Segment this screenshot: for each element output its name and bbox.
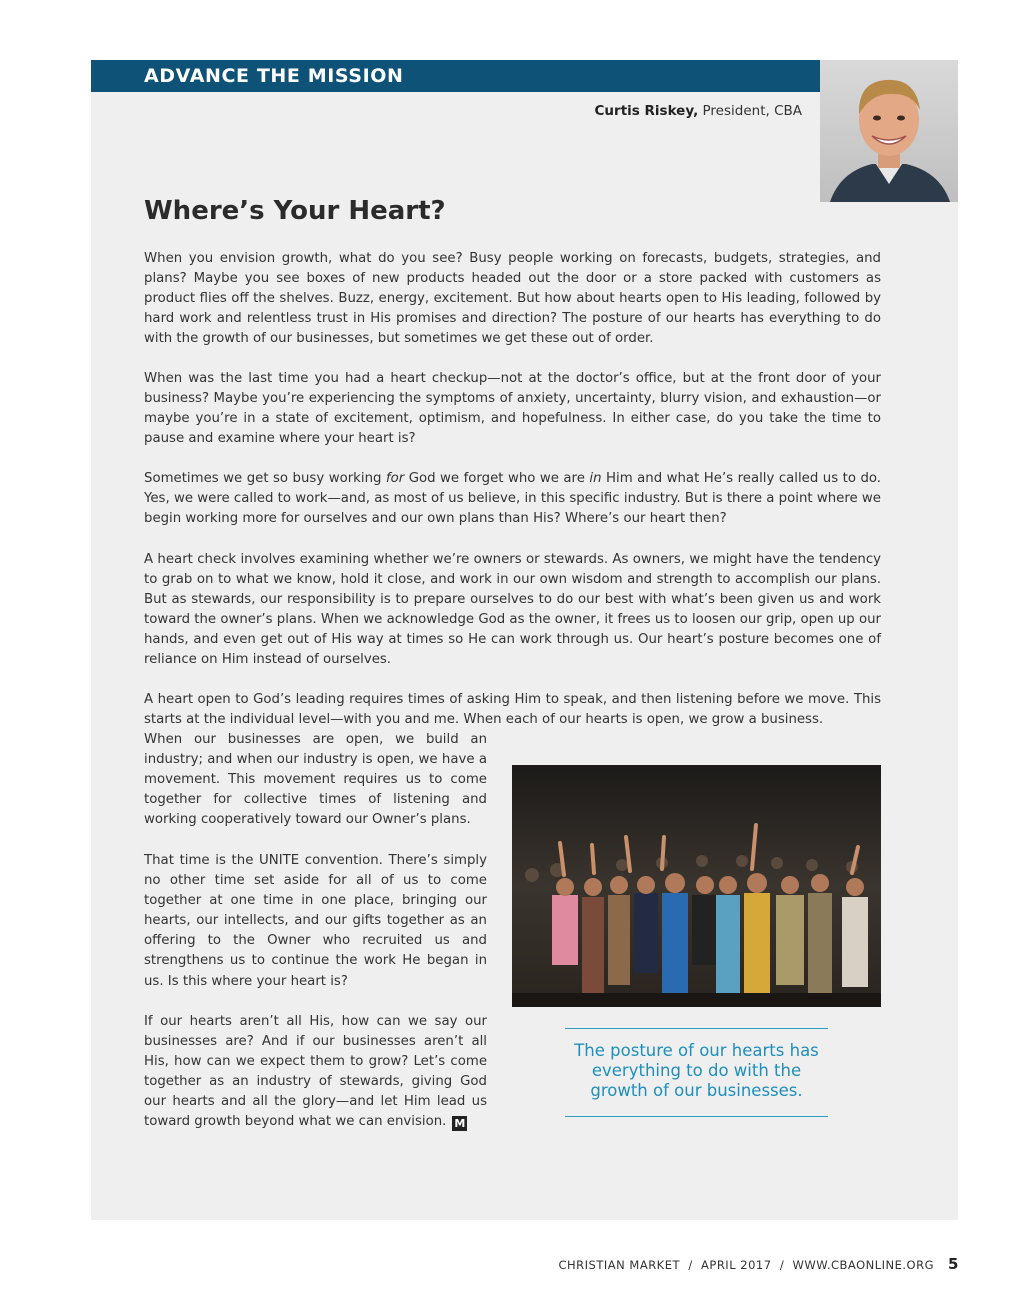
page-number: 5 [948, 1255, 959, 1273]
author-portrait-image [820, 60, 958, 202]
page-footer [559, 1258, 935, 1272]
footer-publication: CHRISTIAN MARKET [558, 1258, 681, 1272]
pull-quote-top-rule [565, 1028, 828, 1029]
end-mark-icon: M [452, 1116, 467, 1131]
footer-issue: APRIL 2017 [701, 1258, 772, 1272]
worship-crowd-image [512, 765, 881, 1007]
author-byline [595, 103, 802, 119]
author-title: President, CBA [702, 103, 802, 119]
paragraph-5-column: When our businesses are open, we build an industry; and when our industry is open, we have a movement. This movement requires us to come together for collective times of listening and working cooperatively toward our Owner’s plans. [144, 732, 487, 828]
paragraph-2: When was the last time you had a heart checkup—not at the doctor’s office, but at the front door of your business? Maybe you’re experiencing the symptoms of anxiety, uncertainty, blurry vision, and exhaustion—or maybe you’re in a state of excitement, optimism, and hopefulness. In either case, do you take the time to pause and examine where your heart is? [144, 371, 881, 447]
paragraph-5-intro: A heart open to God’s leading requires times of asking Him to speak, and then listening before we move. This starts at the individual level—with you and me. When each of our hearts is open, we grow a business. [144, 692, 881, 728]
pull-quote: The posture of our hearts has everything to do with the growth of our businesses. [574, 1041, 819, 1100]
footer-separator: / [688, 1258, 693, 1272]
paragraph-3: Sometimes we get so busy working for God we forget who we are in Him and what He’s really called us to do. Yes, we were called to work—and, as most of us believe, in this specific industry. But is there a point where we begin working more for ourselves and our own plans than His? Where’s our heart then? [144, 471, 882, 527]
paragraph-7: If our hearts aren’t all His, how can we say our businesses are? And if our businesses aren’t all His, how can we expect them to grow? Let’s come together as an industry of stewards, giving God our hearts and all the glory—and let Him lead us toward growth beyond what we can envision. M [144, 1014, 487, 1131]
paragraph-4: A heart check involves examining whether we’re owners or stewards. As owners, we might have the tendency to grab on to what we know, hold it close, and work in our own wisdom and strength to accomplish our plans. But as stewards, our responsibility is to prepare ourselves to do our best with what’s been given us and work toward the owner’s plans. When we acknowledge God as the owner, it frees us to loosen our grip, open up our hands, and even get out of His way at times so He can work through us. Our heart’s posture becomes one of reliance on Him instead of ourselves. [144, 552, 882, 668]
section-header-bar [91, 60, 820, 92]
author-name: Curtis Riskey, [594, 103, 699, 119]
section-label: ADVANCE THE MISSION [144, 65, 404, 87]
author-portrait [820, 60, 958, 202]
article-title: Where’s Your Heart? [144, 196, 446, 226]
pull-quote-bottom-rule [565, 1116, 828, 1117]
convention-photo [512, 765, 881, 1007]
footer-url: WWW.CBAONLINE.ORG [792, 1258, 934, 1272]
footer-separator: / [779, 1258, 785, 1272]
paragraph-6: That time is the UNITE convention. There’s simply no other time set aside for all of us to come together at one time in one place, bringing our hearts, our intellects, and our gifts together as an offering to the Owner who recruited us and strengthens us to continue the work He began in us. Is this where your heart is? [144, 853, 487, 989]
paragraph-1: When you envision growth, what do you see? Busy people working on forecasts, budgets, strategies, and plans? Maybe you see boxes of new products headed out the door or a store packed with customers as product flies off the shelves. Buzz, energy, excitement. But how about hearts open to His leading, followed by hard work and relentless trust in His promises and direction? The posture of our hearts has everything to do with the growth of our businesses, but sometimes we get these out of order. [144, 251, 881, 347]
